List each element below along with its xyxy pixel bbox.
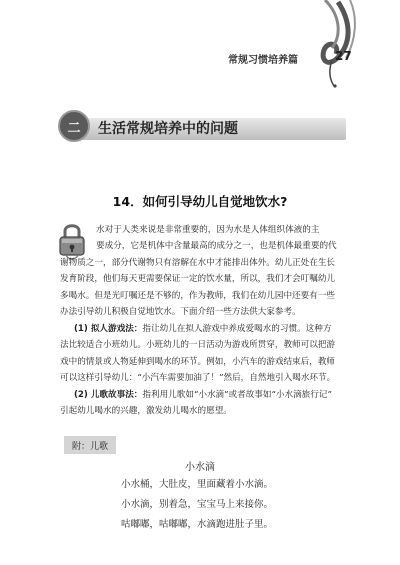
item2-line-2: 引起幼儿喝水的兴趣，激发幼儿喝水的愿望。 [60, 406, 232, 416]
running-header-title: 常规习惯培养篇 [228, 55, 298, 66]
header-swirl-decoration [280, 0, 360, 90]
item1-line-3: 戏中的情景或人物延伸到喝水的环节。例如，小汽车的游戏结束后，教师 [60, 357, 336, 367]
intro-line-5: 多喝水。但是光叮嘱还是不够的，作为教师，我们在幼儿园中还要有一些 [60, 291, 336, 301]
intro-line-6: 办法引导幼儿积极自觉地饮水。下面介绍一些方法供大家参考。 [60, 307, 301, 317]
intro-line-4: 发育阶段，他们每天更需要保证一定的饮水量，所以，我们才会叮嘱幼儿 [60, 274, 336, 284]
item2-line-1: 指利用儿歌如“小水滴”或者故事如“小水滴旅行记” [142, 390, 332, 400]
section-title: 生活常规培养中的问题 [98, 121, 238, 137]
item1-lead: (1) 拟人游戏法： [74, 324, 143, 334]
item2-first-line [74, 387, 332, 404]
annex-label: 附：儿歌 [72, 442, 109, 452]
item1-line-4: 可以这样引导幼儿：“小汽车需要加油了！”然后，自然地引入喝水环节。 [60, 373, 336, 383]
item2-lead: (2) 儿歌故事法： [74, 390, 143, 400]
poem-line-2: 小水滴，别着急，宝宝马上来接你。 [121, 499, 274, 510]
intro-line-2: 要成分，它是机体中含量最高的成分之一，也是机体最重要的代 [96, 241, 337, 251]
page-number: 27 [335, 49, 352, 63]
item1-first-line [74, 321, 331, 338]
question-title: 14．如何引导幼儿自觉地饮水? [112, 194, 288, 209]
poem-title: 小水滴 [185, 462, 215, 473]
section-number-badge: 二 [58, 110, 90, 142]
section-banner [58, 110, 358, 144]
poem-line-3: 咕嘟嘟，咕嘟嘟，水滴跑进肚子里。 [121, 519, 274, 530]
item1-line-1: 指让幼儿在拟人游戏中养成爱喝水的习惯。这种方 [142, 324, 332, 334]
intro-line-3: 谢物质之一，部分代谢物只有溶解在水中才能排出体外。幼儿正处在生长 [60, 258, 336, 268]
poem-line-1: 小水桶，大肚皮，里面藏着小水滴。 [121, 479, 274, 490]
item1-line-2: 法比较适合小班幼儿。小班幼儿的一日活动为游戏所贯穿，教师可以把游 [60, 340, 336, 350]
intro-line-1: 水对于人类来说是非常重要的，因为水是人体组织体液的主 [96, 225, 320, 235]
